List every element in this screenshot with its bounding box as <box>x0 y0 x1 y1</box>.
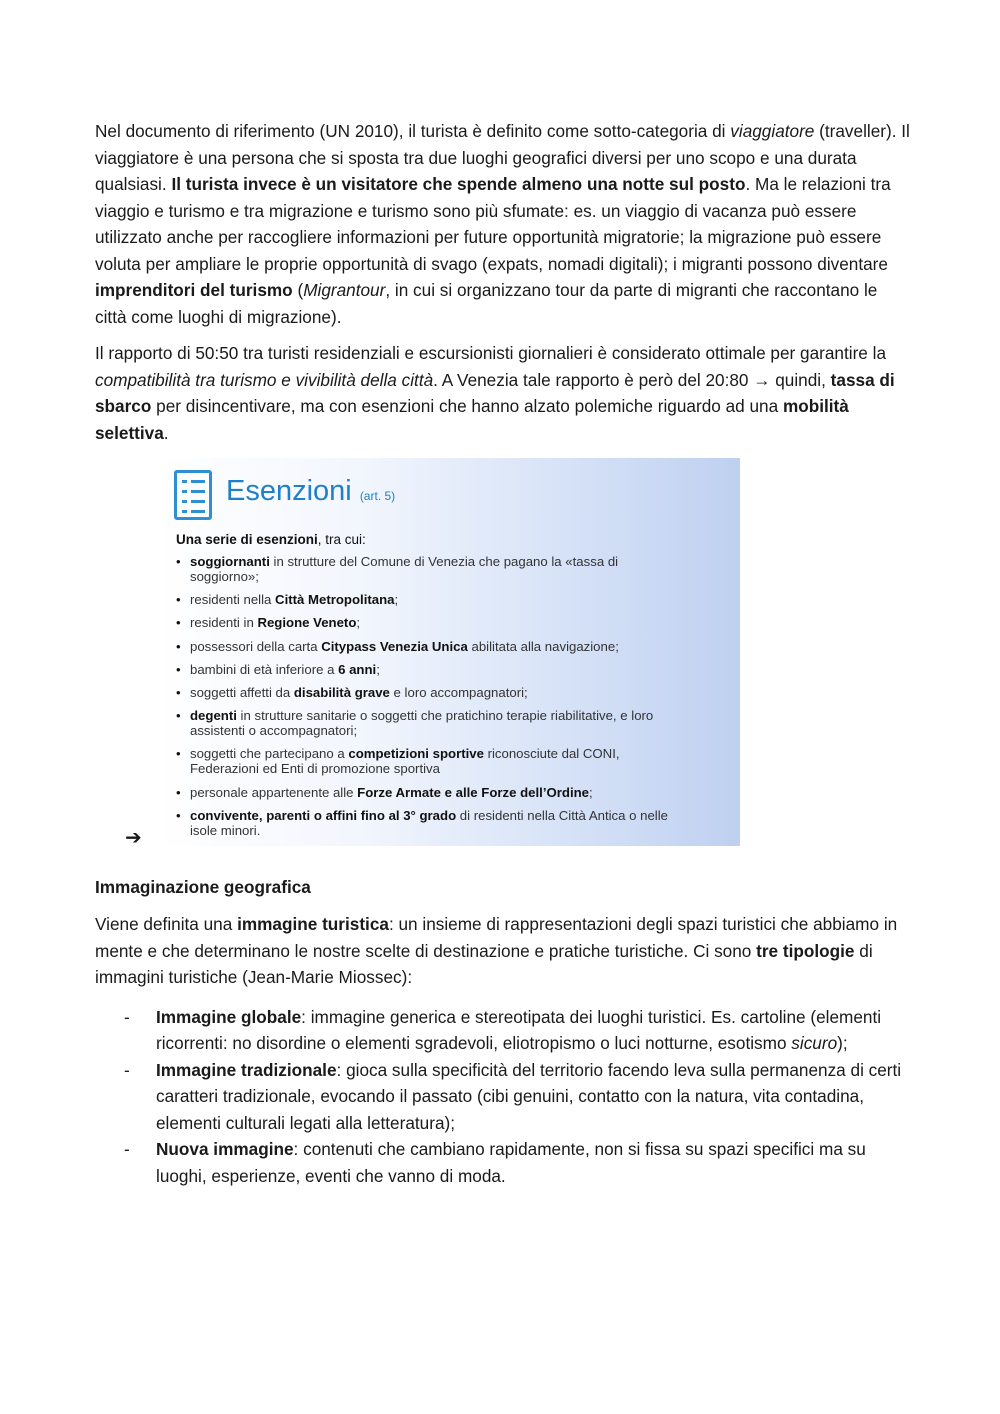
list-item: • residenti nella Città Metropolitana; <box>176 592 676 607</box>
bold-text: Il turista invece è un visitatore che spende almeno una notte sul posto <box>171 174 746 194</box>
italic-text: viaggiatore <box>730 121 815 141</box>
text: . <box>163 422 169 443</box>
image-types-list <box>95 1004 910 1190</box>
list-item: • soggiornanti in strutture del Comune di Venezia che pagano la «tassa di soggiorno»; <box>176 554 676 584</box>
esenzioni-slide <box>158 458 740 846</box>
list-item: - Immagine tradizionale: gioca sulla specificità del territorio facendo leva sulla permanenza di certi caratteri tradizionale, evocando il passato (cibi genuini, contatto con la natura, vita contadina, elementi culturali legati alla letteratura); <box>95 1057 910 1137</box>
list-item: - Nuova immagine: contenuti che cambiano rapidamente, non si fissa su spazi specifici ma su luoghi, esperienze, eventi che vanno di moda. <box>95 1136 910 1189</box>
exemptions-list <box>176 554 676 846</box>
list-item: • personale appartenente alle Forze Armate e alle Forze dell’Ordine; <box>176 785 676 800</box>
list-item: • bambini di età inferiore a 6 anni; <box>176 662 676 677</box>
list-icon <box>174 470 212 520</box>
text: Il rapporto di 50:50 tra turisti residenziali e escursionisti giornalieri è considerato ottimale per garantire la <box>95 343 887 363</box>
bold-text: tre tipologie <box>756 940 855 961</box>
text: . Ma le relazioni tra viaggio e turismo e tra migrazione e turismo sono più sfumate: es. un viaggio di vacanza può essere utilizzato anche per raccogliere informazioni per future opportunità migratorie; la migrazione può essere voluta per ampliare le proprie opportunità di svago (expats, nomadi digitali); i migranti possono diventare <box>95 174 891 274</box>
section-heading: Immaginazione geografica <box>95 877 311 897</box>
italic-text: compatibilità tra turismo e vivibilità della città <box>95 369 434 390</box>
text: di immagini turistiche (Jean-Marie Miossec): <box>95 940 873 987</box>
text: (traveller). Il viaggiatore è una persona che si sposta tra due luoghi geografici diversi per uno scopo e una durata qualsiasi. <box>95 121 910 194</box>
paragraph-intro <box>95 118 910 330</box>
bold-text: Una serie di esenzioni <box>176 532 318 547</box>
slide-title <box>226 474 395 513</box>
bold-text: immagine turistica <box>237 914 389 934</box>
list-item: • possessori della carta Citypass Venezia Unica abilitata alla navigazione; <box>176 639 676 654</box>
slide-lead <box>176 532 366 547</box>
document-page <box>95 118 910 1189</box>
text: , in cui si organizzano tour da parte di migranti che raccontano le città come luoghi di migrazione). <box>95 280 878 327</box>
text: . A Venezia tale rapporto è però del 20:80 → quindi, <box>433 369 831 390</box>
figure-row <box>95 458 910 870</box>
arrow-icon: ➔ <box>125 827 142 849</box>
text: , tra cui: <box>317 532 366 547</box>
list-item: • degenti in strutture sanitarie o soggetti che pratichino terapie riabilitative, e loro assistenti o accompagnatori; <box>176 708 676 738</box>
text: per disincentivare, ma con esenzioni che hanno alzato polemiche riguardo ad una <box>151 396 783 416</box>
list-item: - Immagine globale: immagine generica e stereotipata dei luoghi turistici. Es. cartoline (elementi ricorrenti: no disordine o elementi sgradevoli, eliotropismo o luci notturne, esotismo sicuro); <box>95 1004 910 1057</box>
list-item: • residenti in Regione Veneto; <box>176 615 676 630</box>
paragraph-immagine <box>95 911 910 991</box>
bold-text: tassa di sbarco <box>95 369 895 416</box>
bold-text: mobilità selettiva <box>95 396 849 443</box>
slide-title-note: (art. 5) <box>359 489 396 503</box>
bold-text: imprenditori del turismo <box>95 280 293 300</box>
italic-text: Migrantour <box>303 280 386 300</box>
list-item: • soggetti che partecipano a competizioni sportive riconosciute dal CONI, Federazioni ed Enti di promozione sportiva <box>176 746 676 776</box>
text: : un insieme di rappresentazioni degli spazi turistici che abbiamo in mente e che determinano le nostre scelte di destinazione e pratiche turistiche. Ci sono <box>95 914 898 961</box>
slide-title-text: Esenzioni <box>226 475 352 507</box>
text: Viene definita una <box>95 914 238 934</box>
paragraph-venezia <box>95 340 910 446</box>
text: Nel documento di riferimento (UN 2010), il turista è definito come sotto-categoria di <box>95 121 731 141</box>
list-item: • convivente, parenti o affini fino al 3° grado di residenti nella Città Antica o nelle isole minori. <box>176 808 676 838</box>
text: ( <box>292 280 304 300</box>
list-item: • soggetti affetti da disabilità grave e loro accompagnatori; <box>176 685 676 700</box>
